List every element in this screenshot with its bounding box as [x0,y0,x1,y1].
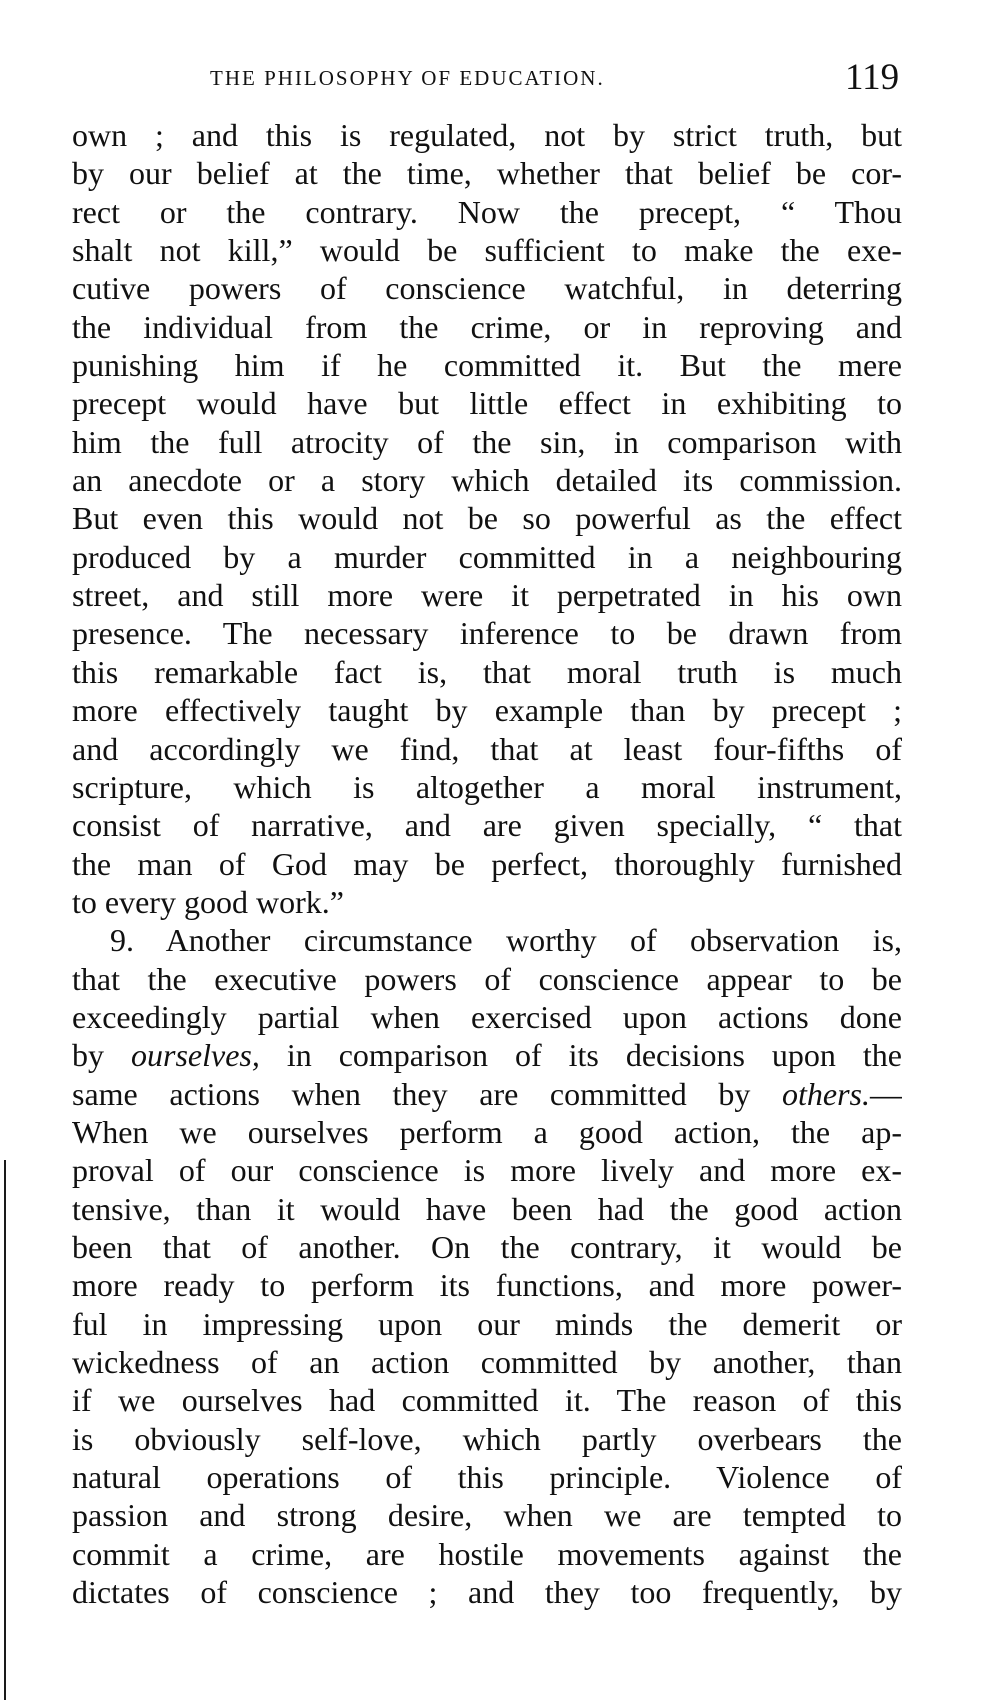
running-title: THE PHILOSOPHY OF EDUCATION. [210,66,605,90]
paragraph-9-first-line: 9. Another circumstance worthy of observation is, [110,922,902,959]
text-line: the individual from the crime, or in reproving and [72,308,902,345]
text-line: to every good work.” [72,883,344,920]
text-line: But even this would not be so powerful as the effect [72,500,902,537]
text-line: presence. The necessary inference to be drawn from [72,615,902,652]
text-line: scripture, which is altogether a moral instrument, [72,768,902,805]
text-line: commit a crime, are hostile movements against the [72,1535,902,1572]
text-line: consist of narrative, and are given specially, “ that [72,807,902,844]
text-line: is obviously self-love, which partly overbears the [72,1420,902,1457]
text-line: precept would have but little effect in exhibiting to [72,385,902,422]
text-line: him the full atrocity of the sin, in comparison with [72,423,902,460]
page-number: 119 [845,57,900,98]
text-line: been that of another. On the contrary, it would be [72,1228,902,1265]
text-line: more ready to perform its functions, and more power- [72,1267,902,1304]
text-line: ful in impressing upon our minds the demerit or [72,1305,902,1342]
text-line: proval of our conscience is more lively and more ex- [72,1152,902,1189]
text-line: passion and strong desire, when we are tempted to [72,1497,902,1534]
text-line: dictates of conscience ; and they too frequently, by [72,1574,902,1611]
text-line: cutive powers of conscience watchful, in deterring [72,270,902,307]
text-line: own ; and this is regulated, not by strict truth, but [72,117,902,153]
text-line: tensive, than it would have been had the good action [72,1190,902,1227]
text-line: natural operations of this principle. Violence of [72,1459,902,1496]
text-line: wickedness of an action committed by another, than [72,1344,902,1380]
text-fragment: by [72,1037,131,1074]
text-line: rect or the contrary. Now the precept, “ Thou [72,193,902,230]
text-line: that the executive powers of conscience appear to be [72,960,902,997]
text-line: produced by a murder committed in a neighbouring [72,538,902,575]
text-line: this remarkable fact is, that moral truth is much [72,653,902,690]
italic-word-others: others. [782,1075,870,1112]
text-line: When we ourselves perform a good action, the ap- [72,1113,902,1150]
text-fragment: same actions when they are committed by [72,1075,782,1112]
text-line: shalt not kill,” would be sufficient to make the exe- [72,232,902,269]
text-line [72,1036,902,1074]
text-line: the man of God may be perfect, thoroughly furnished [72,845,902,882]
text-line: an anecdote or a story which detailed its commission. [72,462,902,499]
italic-word-ourselves: ourselves, [130,1037,260,1074]
text-line: more effectively taught by example than by precept ; [72,692,902,729]
text-line: if we ourselves had committed it. The reason of this [72,1382,902,1419]
text-fragment: in comparison of its decisions upon the [259,1037,902,1074]
em-dash: — [870,1075,902,1112]
text-line: by our belief at the time, whether that belief be cor- [72,155,902,192]
text-line: and accordingly we find, that at least four-fifths of [72,730,902,767]
text-line: street, and still more were it perpetrated in his own [72,577,902,614]
page-edge-rule [4,1160,6,1700]
text-line: exceedingly partial when exercised upon actions done [72,998,902,1035]
body-text [72,116,902,1611]
text-line: punishing him if he committed it. But the mere [72,347,902,384]
text-line [72,1075,902,1113]
